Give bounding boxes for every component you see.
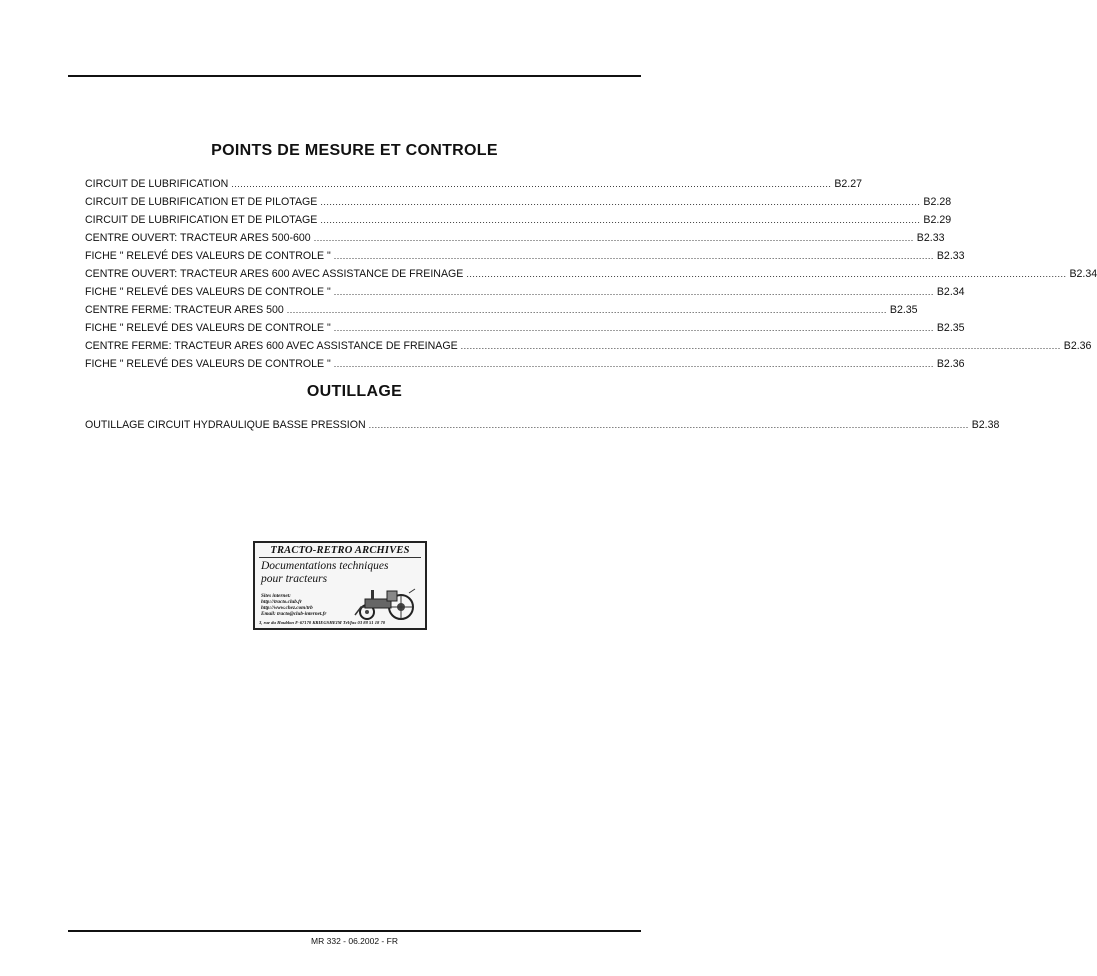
toc-entry-page: B2.36 xyxy=(1063,340,1092,352)
toc-entry-page: B2.34 xyxy=(1069,268,1097,280)
toc-leader-dots: ........................................................................................................................................................................................................ xyxy=(333,251,934,261)
logo-line-2: pour tracteurs xyxy=(261,573,328,585)
toc-entry-label: CENTRE OUVERT: TRACTEUR ARES 600 AVEC ASSISTANCE DE FREINAGE xyxy=(85,268,464,280)
toc-leader-dots: ........................................................................................................................................................................................................ xyxy=(320,215,921,225)
logo-sites-label: Sites internet: xyxy=(261,593,291,599)
toc-entry-label: FICHE " RELEVÉ DES VALEURS DE CONTROLE " xyxy=(85,250,331,262)
toc-list-measure-points xyxy=(85,175,1097,373)
toc-entry xyxy=(85,229,945,247)
toc-entry xyxy=(85,265,1097,283)
toc-entry xyxy=(85,355,965,373)
toc-entry-label: FICHE " RELEVÉ DES VALEURS DE CONTROLE " xyxy=(85,286,331,298)
toc-entry xyxy=(85,301,918,319)
toc-entry-page: B2.38 xyxy=(971,419,1000,431)
toc-entry-page: B2.28 xyxy=(923,196,952,208)
toc-entry-page: B2.35 xyxy=(889,304,918,316)
toc-entry-page: B2.27 xyxy=(834,178,863,190)
logo-address: 3, rue du Houblon F-67170 KRIEGSHEIM Tél/fax 03 88 51 18 70 xyxy=(259,620,386,625)
section-heading-tools: OUTILLAGE xyxy=(306,383,403,400)
toc-entry-label: CIRCUIT DE LUBRIFICATION ET DE PILOTAGE xyxy=(85,214,318,226)
toc-leader-dots: ........................................................................................................................................................................................................ xyxy=(368,420,969,430)
tracto-retro-archives-logo xyxy=(253,541,427,630)
bottom-rule xyxy=(68,930,641,932)
toc-entry xyxy=(85,337,1092,355)
toc-entry xyxy=(85,283,965,301)
toc-entry-label: CIRCUIT DE LUBRIFICATION ET DE PILOTAGE xyxy=(85,196,318,208)
toc-entry-label: CIRCUIT DE LUBRIFICATION xyxy=(85,178,229,190)
toc-leader-dots: ........................................................................................................................................................................................................ xyxy=(320,197,921,207)
toc-leader-dots: ........................................................................................................................................................................................................ xyxy=(333,359,934,369)
toc-entry-page: B2.35 xyxy=(936,322,965,334)
toc-entry-page: B2.33 xyxy=(916,232,945,244)
toc-leader-dots: ........................................................................................................................................................................................................ xyxy=(333,323,934,333)
toc-entry-page: B2.33 xyxy=(936,250,965,262)
toc-entry xyxy=(85,193,952,211)
toc-entry-label: FICHE " RELEVÉ DES VALEURS DE CONTROLE " xyxy=(85,322,331,334)
toc-leader-dots: ........................................................................................................................................................................................................ xyxy=(313,233,914,243)
toc-entry-page: B2.34 xyxy=(936,286,965,298)
toc-leader-dots: ........................................................................................................................................................................................................ xyxy=(460,341,1061,351)
toc-entry xyxy=(85,416,1000,434)
toc-leader-dots: ........................................................................................................................................................................................................ xyxy=(231,179,832,189)
toc-leader-dots: ........................................................................................................................................................................................................ xyxy=(333,287,934,297)
toc-entry xyxy=(85,175,863,193)
logo-site-2: http://www.chez.com/trb xyxy=(261,605,313,611)
toc-entry-label: CENTRE FERME: TRACTEUR ARES 500 xyxy=(85,304,284,316)
top-rule xyxy=(68,75,641,77)
toc-entry xyxy=(85,319,965,337)
tractor-illustration-icon xyxy=(351,585,423,621)
logo-title: TRACTO-RETRO ARCHIVES xyxy=(259,545,421,558)
toc-entry-page: B2.29 xyxy=(923,214,952,226)
toc-leader-dots: ........................................................................................................................................................................................................ xyxy=(286,305,887,315)
toc-entry-page: B2.36 xyxy=(936,358,965,370)
logo-email: Email: tracto@club-internet.fr xyxy=(261,611,327,617)
page-footer: MR 332 - 06.2002 - FR xyxy=(311,936,398,946)
toc-entry xyxy=(85,211,952,229)
toc-entry-label: CENTRE OUVERT: TRACTEUR ARES 500-600 xyxy=(85,232,311,244)
toc-entry-label: FICHE " RELEVÉ DES VALEURS DE CONTROLE " xyxy=(85,358,331,370)
toc-entry-label: OUTILLAGE CIRCUIT HYDRAULIQUE BASSE PRESSION xyxy=(85,419,366,431)
section-heading-measure-points: POINTS DE MESURE ET CONTROLE xyxy=(211,142,498,159)
toc-leader-dots: ........................................................................................................................................................................................................ xyxy=(466,269,1067,279)
toc-list-tools xyxy=(85,416,1000,434)
logo-line-1: Documentations techniques xyxy=(261,560,389,572)
toc-entry-label: CENTRE FERME: TRACTEUR ARES 600 AVEC ASSISTANCE DE FREINAGE xyxy=(85,340,458,352)
toc-entry xyxy=(85,247,965,265)
logo-site-1: http://tracto.club.fr xyxy=(261,599,302,605)
